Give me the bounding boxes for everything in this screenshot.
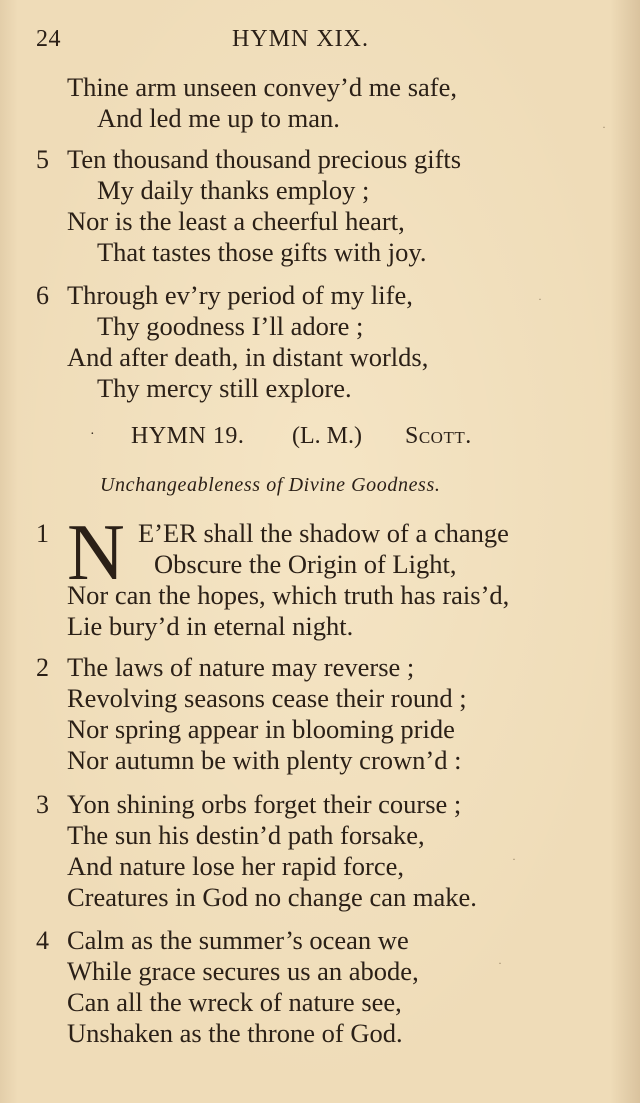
- verse-line: Ten thousand thousand precious gifts: [67, 144, 462, 174]
- verse-line: And after death, in distant worlds,: [67, 342, 429, 372]
- verse-line: And nature lose her rapid force,: [67, 851, 404, 881]
- verse-line: Nor autumn be with plenty crown’d :: [67, 745, 462, 775]
- verse-line: Through ev’ry period of my life,: [67, 280, 413, 310]
- verse-line: Unshaken as the throne of God.: [67, 1018, 403, 1048]
- verse-line: Nor can the hopes, which truth has rais’d,: [67, 580, 510, 610]
- hymn-meter: (L. M.): [292, 423, 362, 449]
- verse-line: E’ER shall the shadow of a change: [138, 518, 509, 548]
- verse-line: Yon shining orbs forget their course ;: [67, 789, 462, 819]
- verse-line: Lie bury’d in eternal night.: [67, 611, 354, 641]
- hymn-subtitle: Unchangeableness of Divine Goodness.: [100, 474, 441, 496]
- hymn-title: HYMN 19.: [131, 423, 245, 449]
- verse-line: And led me up to man.: [97, 103, 340, 133]
- verse-line: Thine arm unseen convey’d me safe,: [67, 72, 457, 102]
- verse-line: The sun his destin’d path forsake,: [67, 820, 425, 850]
- verse-line: That tastes those gifts with joy.: [97, 237, 427, 267]
- verse-line: Calm as the summer’s ocean we: [67, 925, 409, 955]
- hymn-author: Scott.: [405, 423, 472, 449]
- verse-line: The laws of nature may reverse ;: [67, 652, 415, 682]
- paper-speck-icon: ·: [538, 292, 542, 306]
- verse-line: Nor is the least a cheerful heart,: [67, 206, 405, 236]
- paper-speck-icon: ·: [512, 852, 516, 866]
- stanza-number: 5: [36, 145, 49, 174]
- verse-line: Revolving seasons cease their round ;: [67, 683, 467, 713]
- verse-line: Creatures in God no change can make.: [67, 882, 477, 912]
- verse-line: Thy mercy still explore.: [97, 373, 352, 403]
- page-number: 24: [36, 26, 61, 52]
- verse-line: Obscure the Origin of Light,: [154, 549, 457, 579]
- verse-line: Thy goodness I’ll adore ;: [97, 311, 364, 341]
- verse-line: Nor spring appear in blooming pride: [67, 714, 455, 744]
- paper-speck-icon: ·: [602, 120, 606, 134]
- stanza-number: 3: [36, 790, 49, 819]
- stanza-number: 2: [36, 653, 49, 682]
- verse-line: Can all the wreck of nature see,: [67, 987, 402, 1017]
- running-head: HYMN XIX.: [232, 26, 369, 52]
- paper-speck-icon: ·: [498, 956, 502, 970]
- stanza-number: 4: [36, 926, 49, 955]
- verse-line: My daily thanks employ ;: [97, 175, 370, 205]
- verse-line: While grace secures us an abode,: [67, 956, 419, 986]
- ornament-dot-icon: ·: [90, 427, 95, 442]
- stanza-number: 1: [36, 519, 49, 548]
- stanza-number: 6: [36, 281, 49, 310]
- drop-cap: N: [67, 509, 125, 597]
